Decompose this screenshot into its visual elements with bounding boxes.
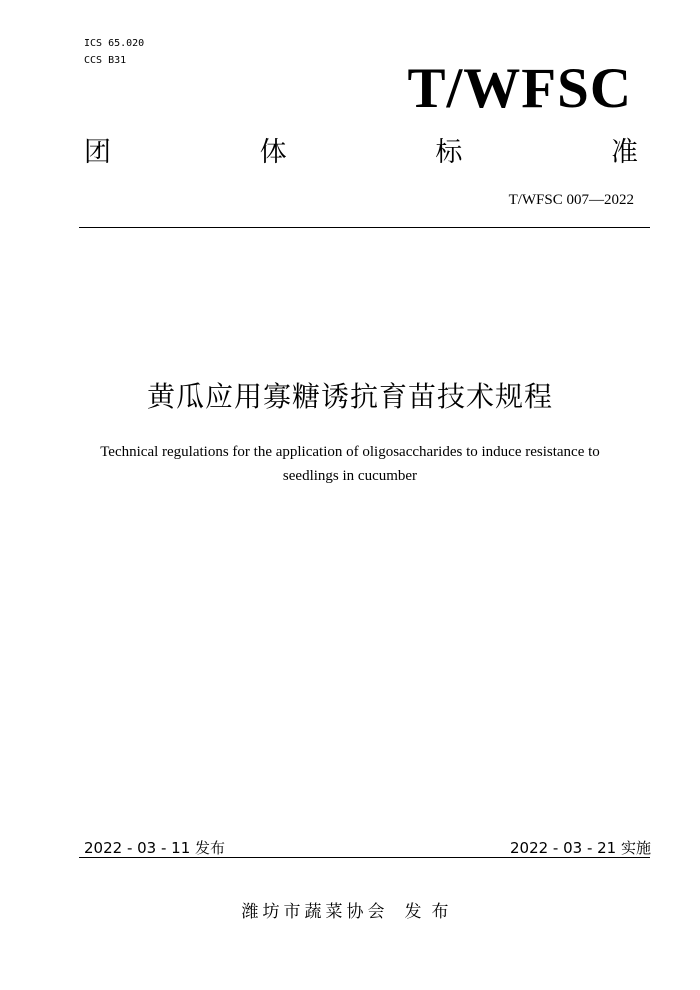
- ccs-code: CCS B31: [84, 55, 127, 66]
- english-title-line: Technical regulations for the application of oligosaccharides to induce resistance to: [100, 444, 600, 460]
- footer-divider: [79, 857, 650, 858]
- standard-type-heading: [84, 136, 638, 170]
- issue-date: 2022 - 03 - 11 发布: [84, 839, 226, 857]
- standard-type-char: 团: [84, 137, 111, 168]
- document-title-english: [60, 440, 640, 488]
- header-divider: [79, 227, 650, 228]
- publisher-line: [0, 900, 700, 924]
- standard-number: T/WFSC 007—2022: [508, 192, 634, 208]
- ics-code: ICS 65.020: [84, 38, 145, 49]
- standard-type-char: 标: [435, 137, 463, 168]
- implementation-date: 2022 - 03 - 21 实施: [509, 839, 651, 857]
- publisher-organization: 潍坊市蔬菜协会: [241, 902, 389, 922]
- publisher-action: 发布: [404, 902, 459, 922]
- standard-type-char: 准: [610, 137, 638, 168]
- standard-logo: T/WFSC: [407, 57, 632, 120]
- document-title-chinese: 黄瓜应用寡糖诱抗育苗技术规程: [146, 380, 553, 413]
- standard-type-char: 体: [259, 137, 287, 168]
- english-title-line: seedlings in cucumber: [282, 468, 418, 484]
